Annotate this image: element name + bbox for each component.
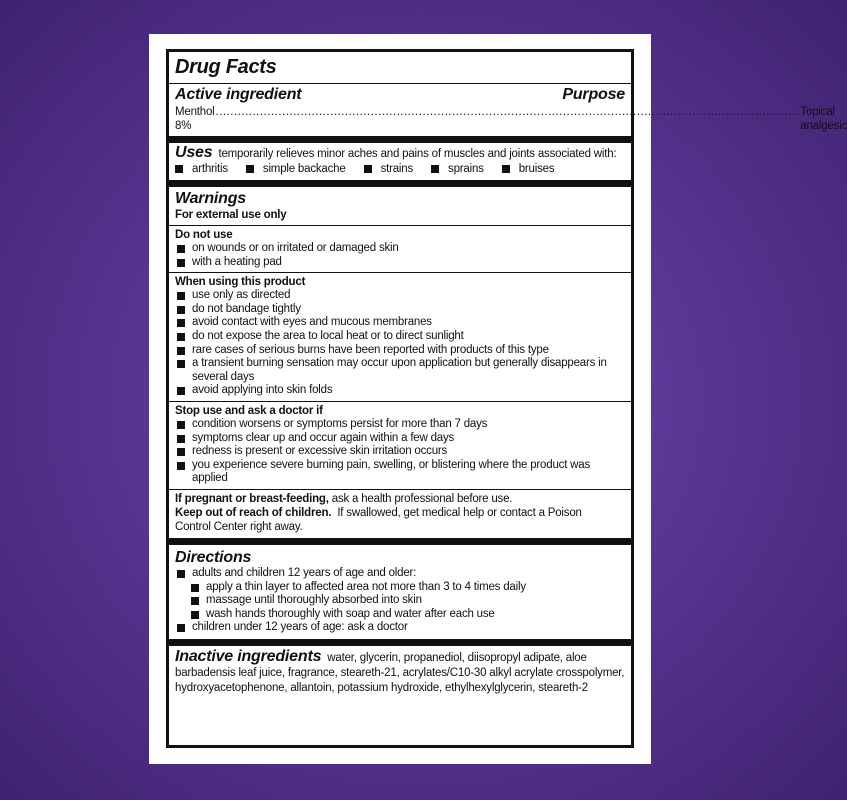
- bullet-square: [502, 165, 510, 173]
- do-not-use-heading: Do not use: [175, 229, 233, 241]
- active-header-row: [175, 86, 625, 104]
- do-not-use-item: on wounds or on irritated or damaged skin: [192, 242, 399, 254]
- list-item: [175, 608, 625, 622]
- uses-list: [175, 162, 625, 176]
- pregnant-warning-text: ask a health professional before use.: [331, 492, 513, 505]
- uses-heading: Uses: [175, 144, 213, 161]
- uses-item: arthritis: [192, 163, 228, 175]
- keep-out-warning-bold: Keep out of reach of children.: [175, 506, 332, 519]
- drug-facts-title: Drug Facts: [175, 56, 277, 78]
- bullet-square: [246, 165, 254, 173]
- list-item: [175, 316, 625, 330]
- uses-item: strains: [380, 163, 414, 175]
- list-item: [175, 594, 625, 608]
- active-ingredient-row: [175, 105, 847, 133]
- directions-children: children under 12 years of age: ask a doctor: [192, 621, 408, 634]
- stop-use-item: redness is present or excessive skin irritation occurs: [192, 445, 448, 458]
- list-item: [246, 162, 346, 176]
- list-item: [175, 256, 625, 270]
- list-item: [175, 384, 625, 398]
- stop-use-heading: Stop use and ask a doctor if: [175, 404, 323, 417]
- directions-step: wash hands thoroughly with soap and water after each use: [206, 607, 495, 620]
- stop-use-item: symptoms clear up and occur again within a few days: [192, 431, 455, 444]
- stop-use-item: condition worsens or symptoms persist for more than 7 days: [192, 417, 488, 430]
- bullet-square: [191, 597, 199, 605]
- bullet-square: [177, 462, 185, 470]
- list-item: [175, 330, 625, 344]
- bullet-square: [177, 448, 185, 456]
- bullet-square: [177, 306, 185, 314]
- bullet-square: [177, 360, 185, 368]
- bullet-square: [177, 421, 185, 429]
- bullet-square: [364, 165, 372, 173]
- drug-facts-panel: [166, 49, 847, 748]
- external-use-text: For external use only: [175, 209, 287, 221]
- directions-heading: Directions: [175, 548, 252, 566]
- bullet-square: [177, 259, 185, 267]
- list-item: [175, 303, 625, 317]
- divider: [169, 83, 631, 84]
- uses-item: simple backache: [262, 163, 346, 175]
- list-item: [175, 242, 625, 256]
- inactive-ingredients-heading: Inactive ingredients: [175, 647, 322, 665]
- bullet-square: [177, 245, 185, 253]
- bullet-square: [431, 165, 439, 173]
- list-item: [175, 344, 625, 358]
- when-using-heading: When using this product: [175, 276, 306, 289]
- uses-item: bruises: [518, 163, 555, 175]
- keep-out-warning-text: If swallowed, get medical help or contact a Poison Control Center right away.: [175, 506, 582, 533]
- pregnant-warning-bold: If pregnant or breast-feeding,: [175, 492, 329, 505]
- bullet-square: [177, 624, 185, 632]
- list-item: [175, 567, 625, 581]
- divider: [169, 401, 631, 402]
- pregnant-warning: [175, 492, 625, 506]
- active-ingredient-section: [169, 52, 847, 143]
- when-using-item: avoid contact with eyes and mucous membranes: [192, 316, 432, 329]
- list-item: [175, 289, 625, 303]
- when-using-item: do not bandage tightly: [192, 302, 301, 315]
- list-item: [175, 459, 625, 486]
- bullet-square: [177, 435, 185, 443]
- list-item: [175, 432, 625, 446]
- bullet-square: [175, 165, 183, 173]
- bullet-square: [177, 387, 185, 395]
- uses-text: temporarily relieves minor aches and pains of muscles and joints associated with:: [218, 148, 617, 160]
- when-using-item: a transient burning sensation may occur upon application but generally disappears in several days: [192, 357, 607, 383]
- list-item: [364, 162, 413, 176]
- list-item: [431, 162, 484, 176]
- dot-leader: ..............................................................................................................................................................: [215, 106, 800, 118]
- stop-use-item: you experience severe burning pain, swelling, or blistering where the product was applied: [192, 458, 591, 485]
- do-not-use-item: with a heating pad: [192, 255, 282, 268]
- uses-section: [169, 143, 631, 187]
- directions-step: apply a thin layer to affected area not more than 3 to 4 times daily: [206, 580, 526, 593]
- directions-step: massage until thoroughly absorbed into skin: [206, 594, 422, 607]
- divider: [169, 489, 631, 490]
- when-using-item: use only as directed: [192, 289, 291, 302]
- active-ingredient-name: Menthol 8%: [175, 106, 215, 132]
- divider: [169, 272, 631, 273]
- bullet-square: [177, 570, 185, 578]
- divider: [169, 225, 631, 226]
- inactive-ingredients-text: water, glycerin, propanediol, diisopropyl adipate, aloe barbadensis leaf juice, fragrance, steareth-21, acrylates/C10-30 alkyl acrylate crosspolymer, hydroxyacetophenone, allantoin, potassium hydroxide, ethylhexylglycerin, steareth-2: [175, 651, 625, 694]
- bullet-square: [177, 333, 185, 341]
- bullet-square: [177, 319, 185, 327]
- list-item: [175, 581, 625, 595]
- list-item: [175, 357, 625, 384]
- directions-section: [169, 545, 631, 646]
- when-using-item: rare cases of serious burns have been reported with products of this type: [192, 343, 549, 356]
- uses-line: [175, 146, 625, 161]
- drug-facts-label: [149, 34, 847, 764]
- bullet-square: [191, 611, 199, 619]
- uses-item: sprains: [448, 163, 484, 175]
- when-using-item: do not expose the area to local heat or to direct sunlight: [192, 329, 464, 342]
- purpose-heading: Purpose: [562, 86, 625, 103]
- list-item: [502, 162, 555, 176]
- bullet-square: [177, 347, 185, 355]
- inactive-ingredients-text-block: [175, 649, 625, 696]
- list-item: [175, 445, 625, 459]
- warnings-heading: Warnings: [175, 190, 247, 207]
- bullet-square: [191, 584, 199, 592]
- list-item: [175, 418, 625, 432]
- bullet-square: [177, 292, 185, 300]
- when-using-item: avoid applying into skin folds: [192, 384, 333, 397]
- inactive-ingredients-section: [169, 646, 631, 765]
- active-ingredient-heading: Active ingredient: [175, 86, 302, 103]
- warnings-section: [169, 187, 631, 545]
- active-ingredient-purpose: Topical analgesic: [800, 106, 847, 132]
- keep-out-warning: [175, 506, 615, 534]
- directions-adults: adults and children 12 years of age and older:: [192, 566, 417, 579]
- list-item: [175, 621, 625, 635]
- list-item: [175, 162, 228, 176]
